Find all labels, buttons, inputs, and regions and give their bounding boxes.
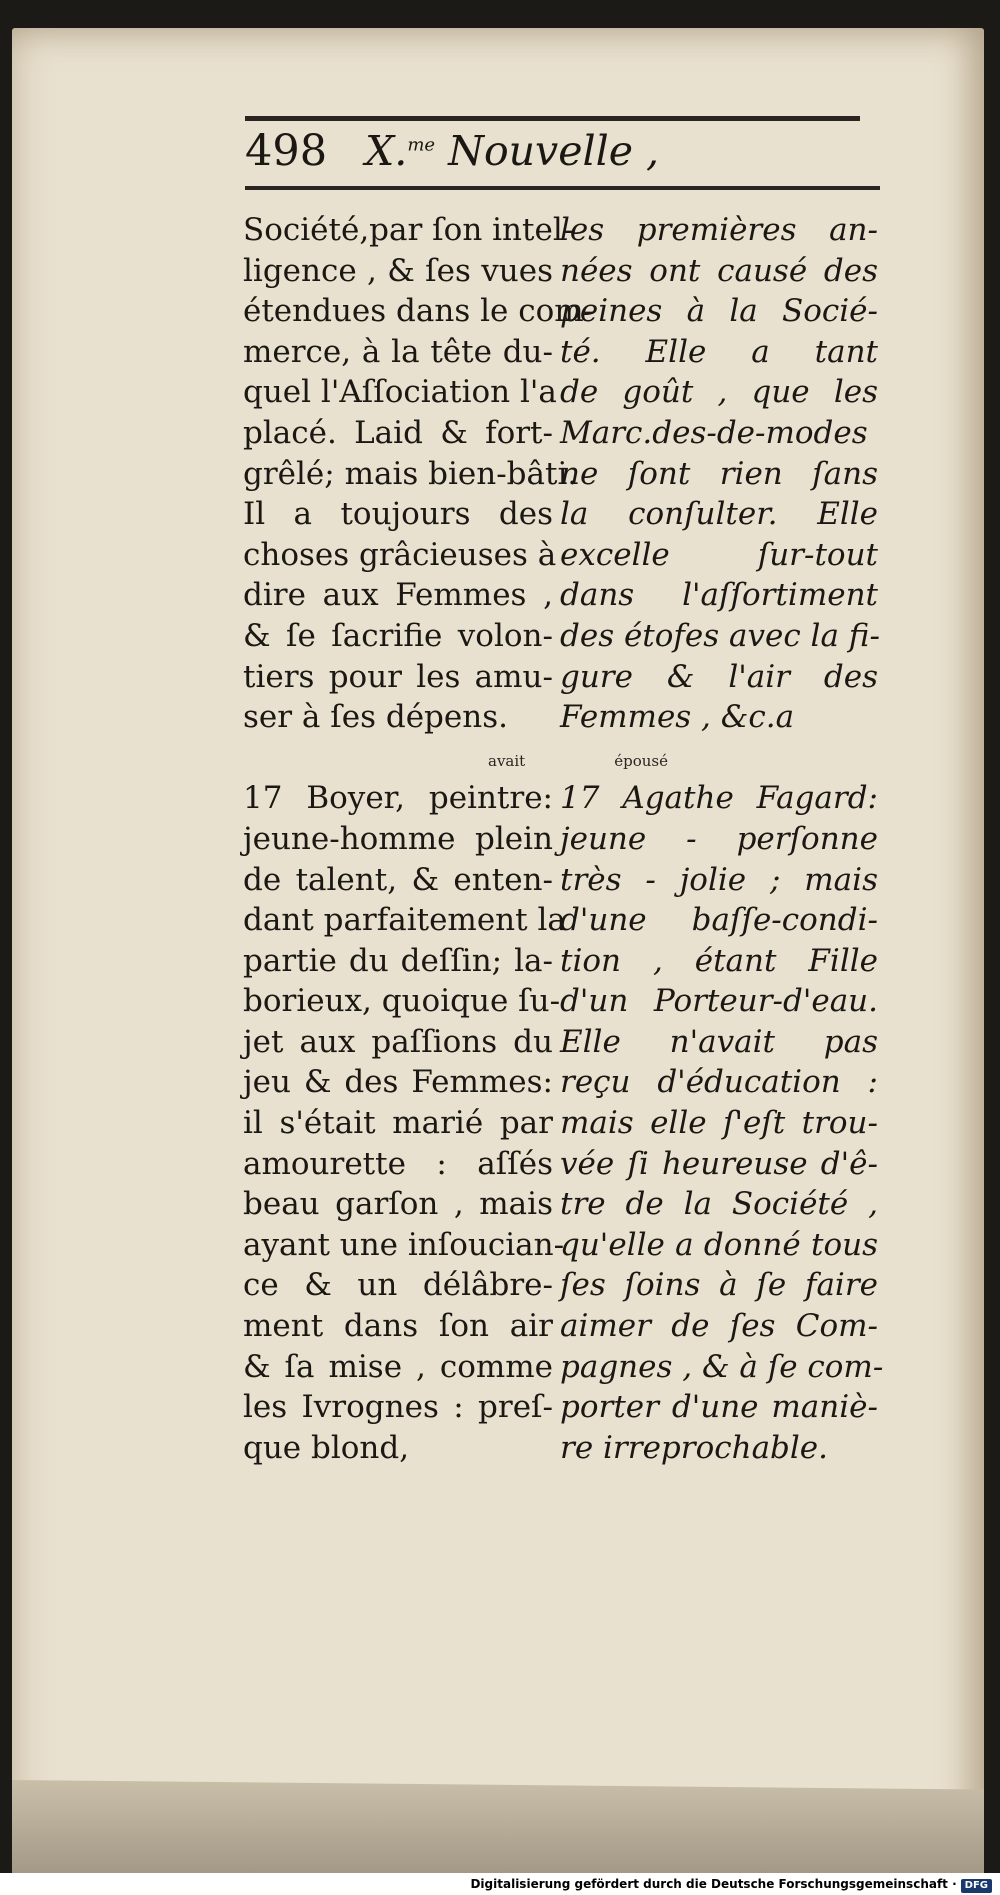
text-line: placé. Laid & fort- <box>243 414 553 451</box>
text-line: d'un Porteur-d'eau. <box>560 983 878 1020</box>
text-line: & ſe ſacrifie volon- <box>243 617 553 654</box>
text-line: Il a toujours des <box>243 496 553 533</box>
running-title-main: X. <box>365 127 408 175</box>
text-line: de goût , que les <box>560 374 878 411</box>
running-title <box>365 127 659 175</box>
text-line: tion , étant Fille <box>560 942 878 979</box>
text-line: la conſulter. Elle <box>560 496 878 533</box>
running-title-rest: Nouvelle , <box>448 127 660 175</box>
header-rule-top <box>245 116 860 121</box>
credit-text: Digitalisierung gefördert durch die Deutsche Forschungsgemeinschaft · <box>470 1877 957 1891</box>
text-line: jeune - perſonne <box>560 820 878 857</box>
text-line: jeu & des Femmes: <box>243 1064 553 1101</box>
left-column-text <box>243 210 595 1468</box>
text-line: dans l'aſſortiment <box>560 577 878 614</box>
text-line: les Ivrognes : preſ- <box>243 1389 553 1426</box>
text-line: merce, à la tête du- <box>243 333 553 370</box>
text-line: tre de la Société , <box>560 1186 878 1223</box>
dfg-logo-badge: DFG <box>961 1879 992 1893</box>
text-line: ſes ſoins à ſe faire <box>560 1267 878 1304</box>
text-line: ayant une inſoucian- <box>243 1226 565 1263</box>
text-line: borieux, quoique ſu- <box>243 983 561 1020</box>
text-line: Société,par ſon intel- <box>243 212 574 248</box>
text-line: tiers pour les amu- <box>243 658 553 695</box>
interlinear-annotation <box>488 752 668 770</box>
text-line: pagnes , & à ſe com- <box>560 1348 884 1385</box>
text-line: choses grâcieuses à <box>243 536 557 573</box>
text-line: reçu d'éducation : <box>560 1064 878 1101</box>
text-line: ce & un délâbre- <box>243 1267 553 1304</box>
text-line: aimer de ſes Com- <box>560 1308 878 1345</box>
text-line: partie du deſſin; la- <box>243 942 553 979</box>
text-line: nées ont causé des <box>560 252 878 289</box>
text-line: il s'était marié par <box>243 1105 553 1142</box>
text-line: jet aux paſſions du <box>243 1023 553 1060</box>
text-line: d'une baſſe-condi- <box>560 902 878 939</box>
text-line: té. Elle a tant <box>560 333 878 370</box>
text-line: étendues dans le com- <box>243 293 595 330</box>
text-line: quel l'Aſſociation l'a <box>243 374 557 411</box>
running-title-superscript: me <box>407 134 436 156</box>
text-line: 17 Boyer, peintre: <box>243 780 553 817</box>
text-line: grêlé; mais bien-bâti. <box>243 455 578 492</box>
text-line: & ſa mise , comme <box>243 1348 553 1385</box>
text-line: Femmes , &c.a <box>560 699 795 736</box>
text-line: qu'elle a donné tous <box>560 1226 878 1263</box>
text-line: Elle n'avait pas <box>560 1023 878 1060</box>
running-header <box>245 126 865 184</box>
text-line: dire aux Femmes , <box>243 577 553 614</box>
text-line: re irreprochable. <box>560 1429 829 1466</box>
right-column-text <box>560 210 884 1468</box>
interlinear-word-epouse: épousé <box>614 752 668 770</box>
text-line: les premières an- <box>560 212 878 248</box>
interlinear-word-avait: avait <box>488 752 526 770</box>
text-line: très - jolie ; mais <box>560 861 878 898</box>
text-line: ligence , & ſes vues <box>243 252 553 289</box>
text-line: ser à ſes dépens. <box>243 699 508 736</box>
text-line: 17 Agathe Fagard: <box>560 780 878 817</box>
page-edge <box>12 1780 984 1875</box>
text-line: excelle ſur-tout <box>560 536 878 573</box>
text-line: que blond, <box>243 1429 410 1466</box>
digitization-credit <box>0 1873 1000 1895</box>
text-line: de talent, & enten- <box>243 861 553 898</box>
text-line: vée ſi heureuse d'ê- <box>560 1145 878 1182</box>
text-line: ment dans ſon air <box>243 1308 553 1345</box>
text-line: peines à la Socié- <box>560 293 878 330</box>
text-line: dant parfaitement la <box>243 902 566 939</box>
text-line: beau garſon , mais <box>243 1186 553 1223</box>
header-rule-bottom <box>245 186 880 190</box>
text-line: porter d'une maniè- <box>560 1389 878 1426</box>
text-line: ne ſont rien ſans <box>560 455 878 492</box>
text-line: des étofes avec la fi- <box>560 617 880 654</box>
text-line: mais elle ſ'eſt trou- <box>560 1105 878 1142</box>
page-number: 498 <box>245 126 328 176</box>
text-line: gure & l'air des <box>560 658 878 695</box>
text-line: Marc.des-de-modes <box>560 414 868 451</box>
text-line: amourette : aſſés <box>243 1145 553 1182</box>
text-line: jeune-homme plein <box>243 820 553 857</box>
